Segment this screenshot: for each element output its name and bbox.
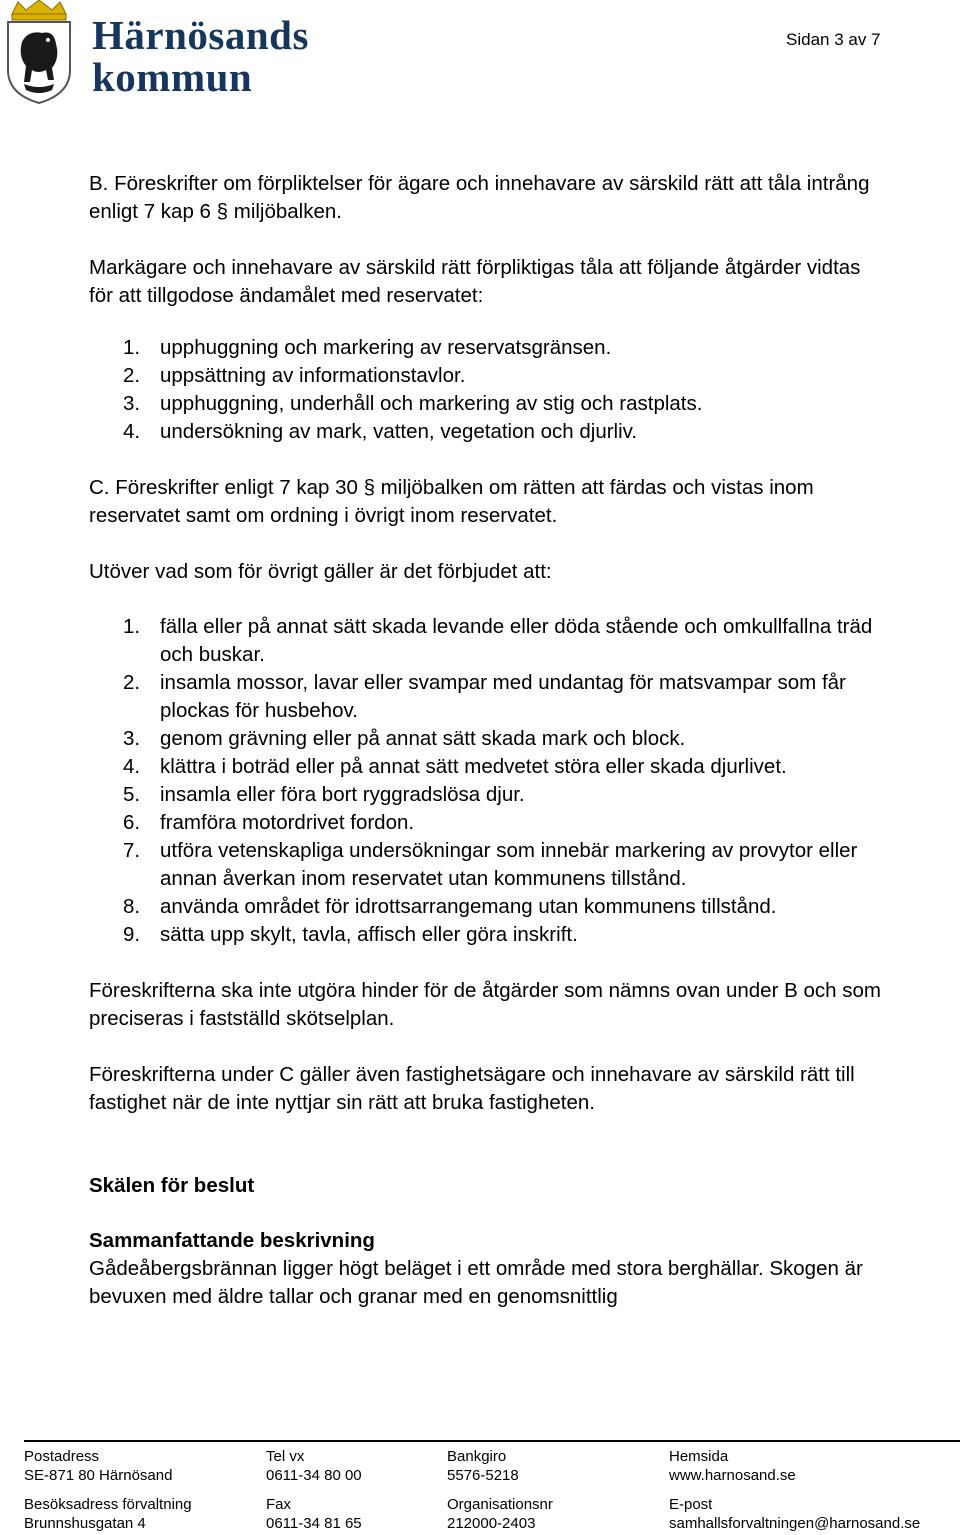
logo-line-1: Härnösands — [92, 12, 309, 58]
list-item — [89, 781, 889, 809]
section-c-heading: C. Föreskrifter enligt 7 kap 30 § miljöbalken om rätten att färdas och vistas inom reservatet samt om ordning i övrigt inom reservatet. — [89, 476, 814, 527]
page-footer — [0, 1438, 960, 1535]
footer-divider — [24, 1440, 960, 1442]
list-item — [89, 669, 889, 725]
footer-label: Hemsida — [669, 1448, 729, 1465]
footer-value: Brunnshusgatan 4 — [24, 1515, 146, 1532]
list-text: utföra vetenskapliga undersökningar som innebär markering av provytor eller annan åverkan inom reservatet utan kommunens tillstånd. — [160, 839, 858, 890]
footer-value: 212000-2403 — [447, 1515, 536, 1532]
footer-value: 0611-34 81 65 — [266, 1515, 362, 1532]
list-text: fälla eller på annat sätt skada levande eller döda stående och omkullfallna träd och buskar. — [160, 615, 873, 666]
list-text: upphuggning och markering av reservatsgränsen. — [160, 336, 612, 359]
list-text: uppsättning av informationstavlor. — [160, 364, 466, 387]
paragraph-2: Föreskrifterna under C gäller även fastighetsägare och innehavare av särskild rätt till fastighet när de inte nyttjar sin rätt att bruka fastigheten. — [89, 1063, 855, 1114]
list-item — [89, 418, 889, 446]
footer-col-bank — [447, 1448, 553, 1534]
list-text: genom grävning eller på annat sätt skada mark och block. — [160, 727, 686, 750]
list-text: insamla mossor, lavar eller svampar med undantag för matsvampar som får plockas för husbehov. — [160, 671, 846, 722]
reasons-heading: Skälen för beslut — [89, 1174, 255, 1197]
list-number: 8. — [123, 895, 141, 918]
list-number: 3. — [123, 727, 141, 750]
footer-value: SE-871 80 Härnösand — [24, 1467, 173, 1484]
list-item — [89, 893, 889, 921]
list-number: 3. — [123, 392, 141, 415]
email-link[interactable]: samhallsforvaltningen@harnosand.se — [669, 1515, 921, 1532]
section-c-list — [89, 613, 889, 949]
list-number: 5. — [123, 783, 141, 806]
list-item — [89, 725, 889, 753]
footer-label: Besöksadress förvaltning — [24, 1496, 192, 1513]
logo-line-2: kommun — [92, 54, 253, 100]
list-number: 1. — [123, 615, 141, 638]
footer-label: Organisationsnr — [447, 1496, 553, 1513]
list-text: upphuggning, underhåll och markering av stig och rastplats. — [160, 392, 703, 415]
list-item — [89, 362, 889, 390]
list-number: 9. — [123, 923, 141, 946]
list-number: 2. — [123, 671, 141, 694]
list-number: 2. — [123, 364, 141, 387]
list-item — [89, 753, 889, 781]
footer-label: Fax — [266, 1496, 292, 1513]
list-item — [89, 613, 889, 669]
list-text: undersökning av mark, vatten, vegetation och djurliv. — [160, 420, 638, 443]
list-text: använda området för idrottsarrangemang utan kommunens tillstånd. — [160, 895, 777, 918]
list-text: sätta upp skylt, tavla, affisch eller göra inskrift. — [160, 923, 578, 946]
footer-label: E-post — [669, 1496, 713, 1513]
list-item — [89, 921, 889, 949]
website-link[interactable]: www.harnosand.se — [669, 1467, 796, 1484]
list-number: 6. — [123, 811, 141, 834]
section-b-heading: B. Föreskrifter om förpliktelser för ägare och innehavare av särskild rätt att tåla intrång enligt 7 kap 6 § miljöbalken. — [89, 172, 870, 223]
section-b-list — [89, 334, 889, 446]
list-item — [89, 837, 889, 893]
list-number: 4. — [123, 755, 141, 778]
coat-of-arms-icon — [4, 0, 74, 104]
footer-label: Bankgiro — [447, 1448, 507, 1465]
section-b-intro: Markägare och innehavare av särskild rätt förpliktigas tåla att följande åtgärder vidtas för att tillgodose ändamålet med reservatet: — [89, 256, 861, 307]
page-number: Sidan 3 av 7 — [786, 30, 881, 49]
footer-col-phone — [266, 1448, 362, 1534]
document-body — [89, 170, 889, 1311]
list-number: 4. — [123, 420, 141, 443]
municipality-logo — [4, 0, 309, 106]
paragraph-1: Föreskrifterna ska inte utgöra hinder för de åtgärder som nämns ovan under B och som preciseras i fastställd skötselplan. — [89, 979, 881, 1030]
footer-value: 5576-5218 — [447, 1467, 519, 1484]
list-text: klättra i boträd eller på annat sätt medvetet störa eller skada djurlivet. — [160, 755, 787, 778]
footer-value: 0611-34 80 00 — [266, 1467, 362, 1484]
section-c-intro: Utöver vad som för övrigt gäller är det förbjudet att: — [89, 560, 552, 583]
list-item — [89, 334, 889, 362]
list-item — [89, 809, 889, 837]
summary-text: Gådeåbergsbrännan ligger högt beläget i ett område med stora berghällar. Skogen är bevuxen med äldre tallar och granar med en genomsnittlig — [89, 1257, 863, 1308]
list-number: 1. — [123, 336, 141, 359]
footer-label: Tel vx — [266, 1448, 305, 1465]
list-number: 7. — [123, 839, 141, 862]
list-text: insamla eller föra bort ryggradslösa djur. — [160, 783, 525, 806]
summary-heading: Sammanfattande beskrivning — [89, 1229, 375, 1252]
list-item — [89, 390, 889, 418]
footer-col-address — [24, 1448, 192, 1534]
logo-wordmark — [92, 14, 309, 98]
footer-label: Postadress — [24, 1448, 100, 1465]
list-text: framföra motordrivet fordon. — [160, 811, 415, 834]
footer-col-web — [669, 1448, 920, 1534]
